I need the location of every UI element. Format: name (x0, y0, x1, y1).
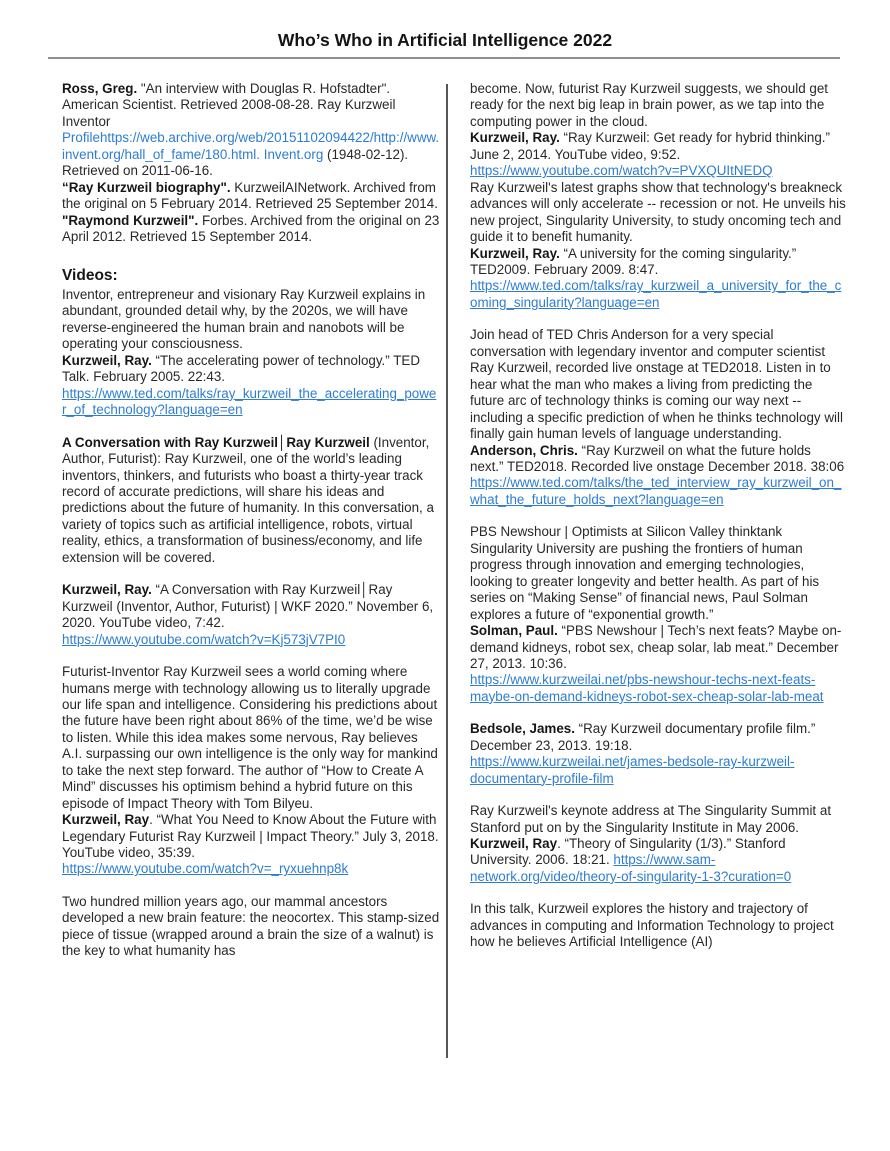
text-run: Ray Kurzweil's keynote address at The Singularity Summit at Stanford put on by the Singularity Institute in May 2006. (470, 803, 832, 835)
text-run: “Ray Kurzweil documentary profile film.” December 23, 2013. 19:18. (470, 721, 816, 753)
paragraph (470, 524, 847, 623)
paragraph (470, 180, 847, 246)
paragraph (470, 475, 847, 508)
paragraph (62, 582, 440, 631)
text-run: become. Now, futurist Ray Kurzweil suggests, we should get ready for the next big leap in brain power, as we tap into the computing power in the cloud. (470, 81, 828, 129)
paragraph (62, 812, 440, 861)
bold-text-run: Kurzweil, Ray. (62, 582, 156, 598)
paragraph (470, 327, 847, 442)
hyperlink[interactable]: https://www.ted.com/talks/ray_kurzweil_a_university_for_the_coming_singularity?language=en (470, 278, 842, 310)
paragraph (62, 287, 440, 353)
hyperlink[interactable]: https://www.youtube.com/watch?v=_ryxuehnp8k (62, 861, 349, 877)
title-rule (48, 57, 840, 59)
column-divider (446, 84, 448, 1058)
paragraph (62, 894, 440, 960)
text-run: Futurist-Inventor Ray Kurzweil sees a world coming where humans merge with technology allowing us to literally upgrade our life span and intelligence. Considering his predictions about the future have been right about 86% of the time, we’d be wise to listen. While this idea makes some nervous, Ray believes A.I. surpassing our own intelligence is the only way for mankind to take the next step forward. The author of “How to Create A Mind” discusses his optimism behind a hybrid future on this episode of Impact Theory with Tom Bilyeu. (62, 664, 438, 811)
page-title: Who’s Who in Artificial Intelligence 2022 (277, 30, 613, 50)
bold-text-run: Bedsole, James. (470, 721, 579, 737)
paragraph (470, 278, 847, 311)
paragraph (62, 664, 440, 812)
bold-text-run: A Conversation with Ray Kurzweil│Ray Kurzweil (62, 434, 374, 450)
hyperlink[interactable]: https://www.ted.com/talks/ray_kurzweil_the_accelerating_power_of_technology?language=en (62, 385, 437, 418)
text-run: Inventor, entrepreneur and visionary Ray Kurzweil explains in abundant, grounded detail why, by the 2020s, we will have reverse-engineered the human brain and nanobots will be operating your consciousness. (62, 286, 426, 352)
paragraph (470, 443, 847, 476)
hyperlink[interactable]: https://www.ted.com/talks/the_ted_interview_ray_kurzweil_on_what_the_future_holds_next?language=en (470, 475, 842, 507)
left-column (62, 81, 440, 960)
text-run: (Inventor, Author, Futurist): Ray Kurzweil, one of the world’s leading inventors, thinkers, and futurists who boast a thirty-year track record of accurate predictions, will share his ideas and predictions about the future of humanity. In this conversation, a variety of topics such as artificial intelligence, robots, virtual reality, ethics, a transformation of business/economy, and life extension will be covered. (62, 434, 434, 565)
paragraph (470, 246, 847, 279)
paragraph (470, 901, 847, 950)
paragraph (62, 213, 440, 246)
text-run: Two hundred million years ago, our mammal ancestors developed a new brain feature: the neocortex. This stamp-sized piece of tissue (wrapped around a brain the size of a walnut) is the key to what humanity has (62, 893, 440, 959)
bold-text-run: Kurzweil, Ray (62, 812, 150, 828)
bold-text-run: Kurzweil, Ray (470, 836, 558, 852)
text-run: In this talk, Kurzweil explores the history and trajectory of advances in computing and Information Technology to project how he believes Artificial Intelligence (AI) (470, 901, 834, 950)
hyperlink[interactable]: https://www.youtube.com/watch?v=PVXQUItNEDQ (470, 163, 773, 179)
paragraph (470, 163, 847, 179)
bold-text-run: Kurzweil, Ray. (62, 352, 156, 368)
bold-text-run: Anderson, Chris. (470, 442, 582, 458)
paragraph (470, 81, 847, 130)
text-run: KurzweilAINetwork. Archived from the original on 5 February 2014. Retrieved 25 September 2014. (62, 179, 438, 212)
paragraph (470, 623, 847, 672)
bold-text-run: "Raymond Kurzweil". (62, 212, 202, 228)
paragraph (62, 180, 440, 213)
section-heading (62, 268, 440, 284)
paragraph (470, 836, 847, 885)
right-column (470, 81, 847, 951)
paragraph (62, 435, 440, 567)
text-run: Join head of TED Chris Anderson for a very special conversation with legendary inventor and computer scientist Ray Kurzweil, recorded live onstage at TED2018. Listen in to hear what the man who makes a living from predicting the future arc of technology thinks is coming our way next -- including a specific prediction of when he thinks technology will finally gain human levels of language understanding. (470, 327, 843, 442)
text-run: Forbes. Archived from the original on 23 April 2012. Retrieved 15 September 2014. (62, 212, 440, 245)
hyperlink[interactable]: Profilehttps://web.archive.org/web/20151102094422/http://www.invent.org/hall_of_fame/180.html. Invent.org (62, 130, 440, 162)
bold-text-run: Videos: (62, 266, 118, 284)
bold-text-run: Kurzweil, Ray. (470, 245, 564, 261)
paragraph (470, 721, 847, 754)
hyperlink[interactable]: https://www.sam-network.org/video/theory-of-singularity-1-3?curation=0 (470, 852, 792, 884)
hyperlink[interactable]: https://www.youtube.com/watch?v=Kj573jV7PI0 (62, 631, 346, 647)
text-run: (1948-02-12). Retrieved on 2011-06-16. (62, 146, 409, 179)
bold-text-run: Solman, Paul. (470, 623, 562, 639)
text-run: “A Conversation with Ray Kurzweil│Ray Kurzweil (Inventor, Author, Futurist) | WKF 2020.” November 6, 2020. YouTube video, 7:42. (62, 582, 434, 631)
text-run: “Ray Kurzweil on what the future holds next.” TED2018. Recorded live onstage December 2018. 38:06 (470, 442, 845, 474)
paragraph (62, 861, 440, 877)
text-run: “The accelerating power of technology.” TED Talk. February 2005. 22:43. (62, 352, 420, 385)
paragraph (62, 353, 440, 386)
bold-text-run: “Ray Kurzweil biography". (62, 179, 235, 195)
text-run: . “Theory of Singularity (1/3).” Stanford University. 2006. 18:21. (470, 836, 786, 868)
bold-text-run: Kurzweil, Ray. (470, 130, 564, 146)
text-run: “PBS Newshour | Tech’s next feats? Maybe on-demand kidneys, robot sex, cheap solar, lab meat.” December 27, 2013. 10:36. (470, 623, 842, 671)
paragraph (470, 130, 847, 163)
text-run: PBS Newshour | Optimists at Silicon Valley thinktank Singularity University are pushing the frontiers of human progress through innovation and emerging technologies, looking to greater longevity and better health. As part of his series on “Making Sense” of financial news, Paul Solman explores a future of “exponential growth.” (470, 524, 820, 622)
text-run: “Ray Kurzweil: Get ready for hybrid thinking.” June 2, 2014. YouTube video, 9:52. (470, 130, 830, 162)
paragraph (62, 81, 440, 180)
paragraph (62, 386, 440, 419)
paragraph (470, 754, 847, 787)
text-run: “A university for the coming singularity.” TED2009. February 2009. 8:47. (470, 245, 797, 277)
bold-text-run: Ross, Greg. (62, 81, 141, 96)
hyperlink[interactable]: https://www.kurzweilai.net/james-bedsole-ray-kurzweil-documentary-profile-film (470, 754, 795, 786)
paragraph (62, 632, 440, 648)
text-run: "An interview with Douglas R. Hofstadter". American Scientist. Retrieved 2008-08-28. Ray Kurzweil Inventor (62, 81, 396, 129)
text-run: Ray Kurzweil's latest graphs show that technology's breakneck advances will only accelerate -- recession or not. He unveils his new project, Singularity University, to study oncoming tech and guide it to benefit humanity. (470, 179, 846, 245)
hyperlink[interactable]: https://www.kurzweilai.net/pbs-newshour-techs-next-feats-maybe-on-demand-kidneys-robot-sex-cheap-solar-lab-meat (470, 672, 824, 704)
text-run: . “What You Need to Know About the Future with Legendary Futurist Ray Kurzweil | Impact Theory.” July 3, 2018. YouTube video, 35:39. (62, 812, 439, 861)
paragraph (470, 803, 847, 836)
paragraph (470, 672, 847, 705)
